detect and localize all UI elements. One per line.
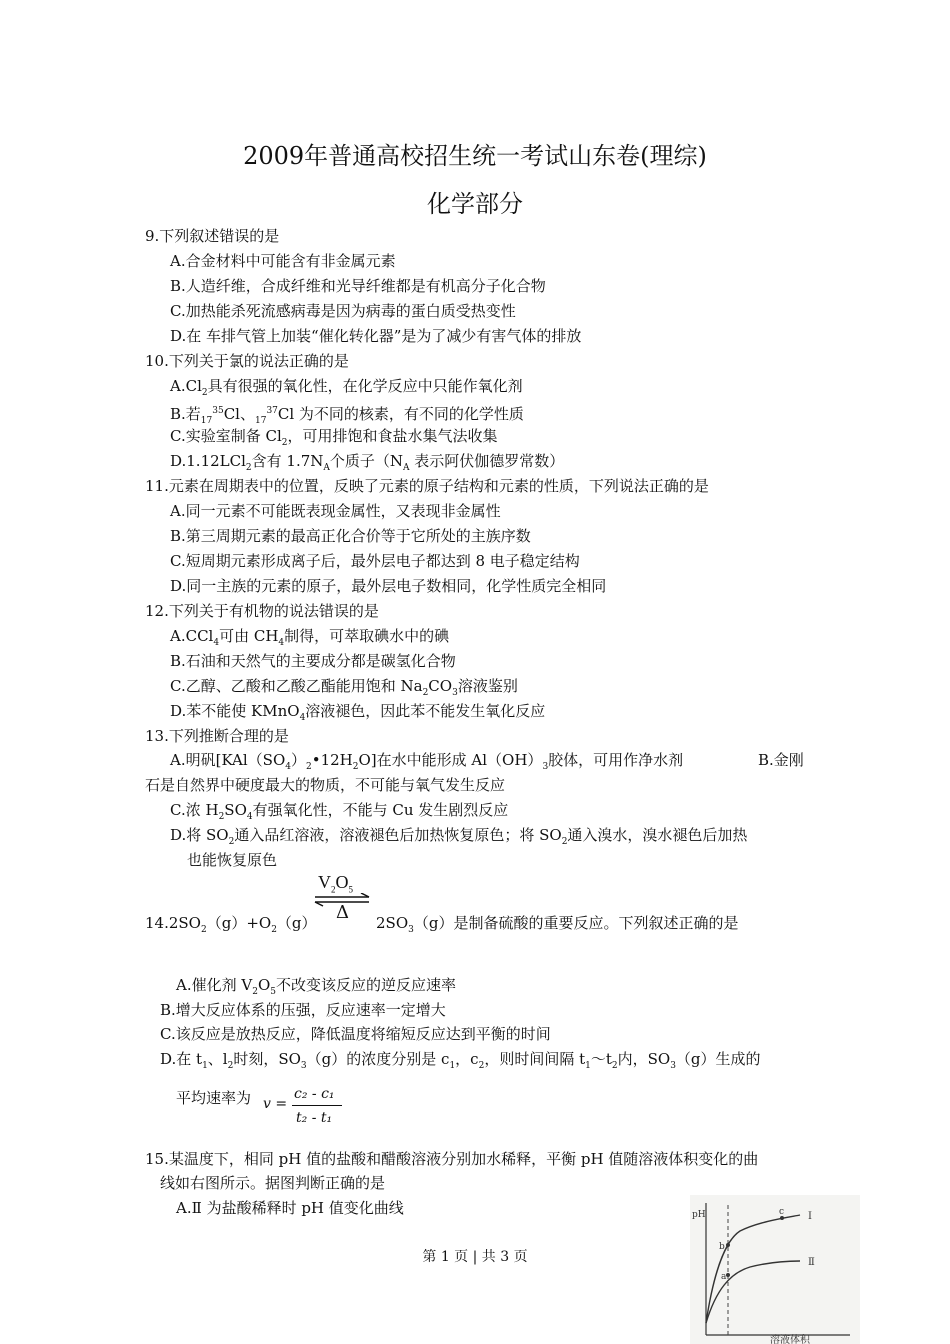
fraction-bar xyxy=(292,1105,342,1106)
question-9-option-a: A.合金材料中可能含有非金属元素 xyxy=(170,252,396,270)
curve-ii-label: Ⅱ xyxy=(808,1257,815,1268)
question-15-stem: 15.某温度下，相同 pH 值的盐酸和醋酸溶液分别加水稀释，平衡 pH 值随溶液体积变化的曲 xyxy=(145,1150,759,1168)
question-13-option-d-cont: 也能恢复原色 xyxy=(187,851,278,869)
question-9-stem: 9.下列叙述错误的是 xyxy=(145,227,280,245)
ph-dilution-figure xyxy=(690,1195,860,1344)
question-12-stem: 12.下列关于有机物的说法错误的是 xyxy=(145,602,379,620)
question-13-option-a: A.明矾$[KAl(SO_4)_2•12H_2O]$在水中能形成 $Al(OH)_3$胶体，可用作净水剂 xyxy=(170,751,684,772)
question-13-option-c: C.浓 $H_2SO_4$有强氧化性，不能与 Cu 发生剧烈反应 xyxy=(170,801,509,822)
question-12-option-a: A.CCl$_4$可由 $CH_4$制得，可萃取碘水中的碘 xyxy=(170,627,450,648)
question-10-option-b: B.若$_{17}^{35}$Cl、$_{17}^{37}$Cl 为不同的核素，有不同的化学性质 xyxy=(170,405,524,426)
question-11-option-b: B.第三周期元素的最高正化合价等于它所处的主族序数 xyxy=(170,527,531,545)
question-14-stem-left: $14.2SO_2(g)+O_2(g)$ xyxy=(145,914,317,935)
question-14-option-d: D.在 $t_1$、$l_2$时刻，$SO_3(g)$的浓度分别是 $c_1$，$c_2$，则时间间隔 $t_1\sim t_2$内，$SO_3(g)$生成的 xyxy=(160,1050,761,1071)
question-14-option-c: C.该反应是放热反应，降低温度将缩短反应达到平衡的时间 xyxy=(160,1025,551,1043)
question-10-stem: 10.下列关于氯的说法正确的是 xyxy=(145,352,349,370)
question-12-option-c: C.乙醇、乙酸和乙酸乙酯能用饱和 $Na_2CO_3$溶液鉴别 xyxy=(170,677,518,698)
catalyst-label: $V_2O_5$ xyxy=(318,872,353,895)
y-axis-label: pH xyxy=(692,1210,706,1220)
question-11-option-a: A.同一元素不可能既表现金属性，又表现非金属性 xyxy=(170,502,501,520)
heat-symbol: Δ xyxy=(336,902,349,923)
question-9-option-c: C.加热能杀死流感病毒是因为病毒的蛋白质受热变性 xyxy=(170,302,516,320)
rate-formula-denominator: t₂ - t₁ xyxy=(296,1110,333,1126)
curve-i-label: Ⅰ xyxy=(808,1211,812,1222)
section-title: 化学部分 xyxy=(427,190,523,218)
question-10-option-a: $A.Cl_2$具有很强的氧化性，在化学反应中只能作氧化剂 xyxy=(170,377,523,398)
question-14-option-b: B.增大反应体系的压强，反应速率一定增大 xyxy=(160,1001,446,1019)
question-14-option-a: A.催化剂 $V_2O_5$不改变该反应的逆反应速率 xyxy=(176,976,456,997)
rate-formula-lhs: v = xyxy=(263,1096,288,1112)
question-11-stem: 11.元素在周期表中的位置，反映了元素的原子结构和元素的性质，下列说法正确的是 xyxy=(145,477,709,495)
question-13-option-b-head: B.金刚 xyxy=(758,751,804,769)
page-title: 2009年普通高校招生统一考试山东卷(理综) xyxy=(243,142,707,170)
question-15-option-a: A.Ⅱ 为盐酸稀释时 pH 值变化曲线 xyxy=(176,1199,404,1217)
page-footer: 第 1 页 | 共 3 页 xyxy=(422,1249,528,1265)
rate-formula-numerator: c₂ - c₁ xyxy=(294,1086,335,1102)
question-9-option-b: B.人造纤维，合成纤维和光导纤维都是有机高分子化合物 xyxy=(170,277,546,295)
question-13-option-d: D.将 $SO_2$通入品红溶液，溶液褪色后加热恢复原色；将 $SO_2$通入溴水，溴水褪色后加热 xyxy=(170,826,748,847)
x-axis-label: 溶液体积 xyxy=(770,1335,810,1344)
point-a-label: a xyxy=(721,1272,727,1282)
question-14-option-d-cont: 平均速率为 xyxy=(176,1089,252,1107)
question-11-option-d: D.同一主族的元素的原子，最外层电子数相同，化学性质完全相同 xyxy=(170,577,607,595)
question-12-option-d: D.苯不能使 KMnO$_4$溶液褪色，因此苯不能发生氧化反应 xyxy=(170,702,546,723)
question-11-option-c: C.短周期元素形成离子后，最外层电子都达到 8 电子稳定结构 xyxy=(170,552,580,570)
question-15-stem-cont: 线如右图所示。据图判断正确的是 xyxy=(160,1174,386,1192)
question-12-option-b: B.石油和天然气的主要成分都是碳氢化合物 xyxy=(170,652,456,670)
question-13-option-b-tail: 石是自然界中硬度最大的物质，不可能与氧气发生反应 xyxy=(145,776,506,794)
question-14-stem-right: $2SO_3(g)$是制备硫酸的重要反应。下列叙述正确的是 xyxy=(376,914,739,935)
point-c-label: c xyxy=(779,1207,785,1217)
point-a xyxy=(726,1273,730,1277)
question-10-option-c: C.实验室制备 $Cl_2$，可用排饱和食盐水集气法收集 xyxy=(170,427,498,448)
point-b-label: b xyxy=(719,1242,725,1252)
question-10-option-d: D.1.12LCl$_2$含有 $1.7N_A$个质子（$N_A$ 表示阿伏伽德罗常数） xyxy=(170,452,565,473)
question-13-stem: 13.下列推断合理的是 xyxy=(145,727,289,745)
question-9-option-d: D.在 车排气管上加装“催化转化器”是为了减少有害气体的排放 xyxy=(170,327,582,345)
